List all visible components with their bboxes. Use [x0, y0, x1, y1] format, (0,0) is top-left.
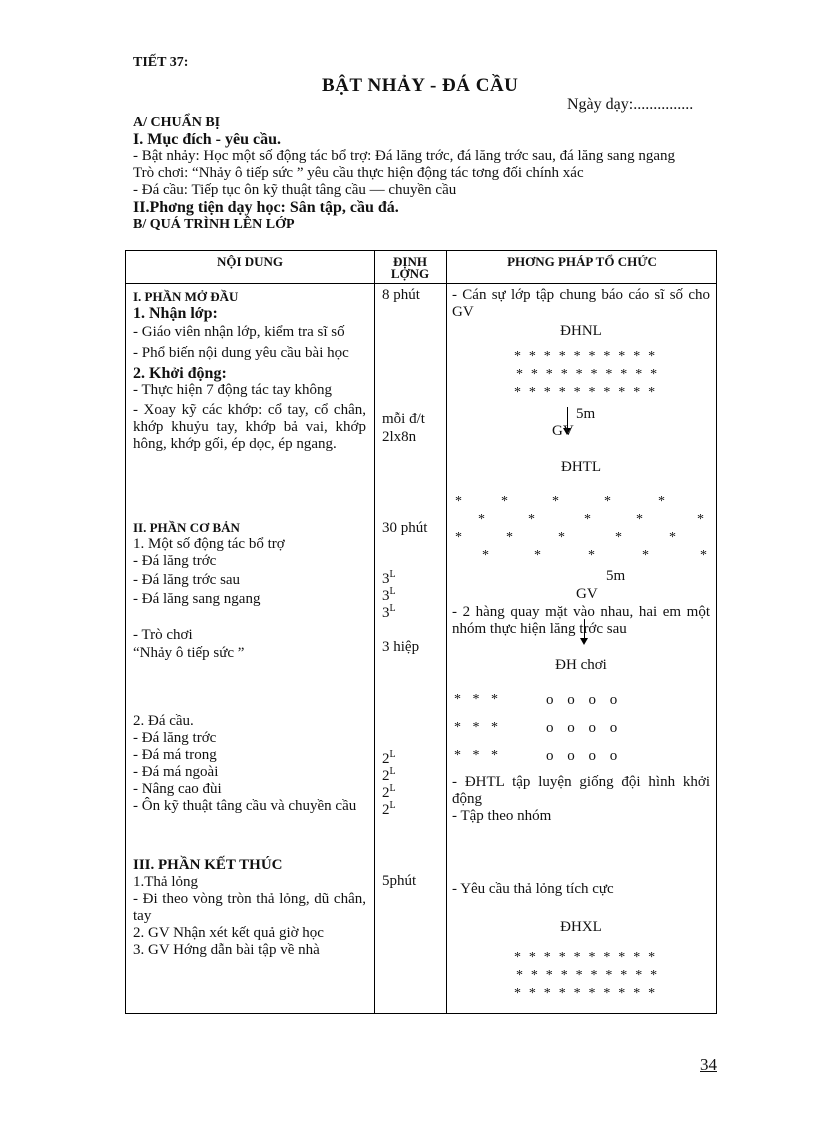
star-mark: * [615, 530, 622, 545]
method-text: - Tập theo nhóm [452, 808, 552, 824]
star-mark: * [534, 548, 541, 563]
section-b-heading: B/ QUÁ TRÌNH LÊN LỚP [133, 217, 295, 232]
goal-jumping: - Bật nhảy: Học một số động tác bổ trợ: Đá lăng trớc, đá lăng trớc sau, đá lăng sang ngang [133, 148, 675, 164]
star-mark: * [700, 548, 707, 563]
method-part-3 [452, 881, 710, 898]
teacher-label: GV [552, 423, 574, 439]
content-part-3 [133, 857, 366, 959]
list-item: - Đá lăng sang ngang [133, 591, 261, 607]
method-shuttlecock [452, 774, 710, 825]
game-ring-row: o o o o [546, 692, 618, 708]
list-item: - Ôn kỹ thuật tâng cầu và chuyền cầu [133, 798, 357, 814]
star-mark: * [455, 494, 462, 509]
list-item: - Đi theo vòng tròn thả lỏng, dũ chân, tay [133, 891, 366, 924]
goal-game: Trò chơi: “Nhảy ô tiếp sức ” yêu cầu thực hiện động tác tơng đối chính xác [133, 165, 584, 181]
list-item: 1.Thả lỏng [133, 874, 198, 890]
star-mark: * [528, 512, 535, 527]
star-mark: * [478, 512, 485, 527]
lesson-label: TIẾT 37: [133, 55, 189, 70]
equipment-heading: II.Phơng tiện dạy học: Sân tập, cầu đá. [133, 199, 399, 216]
star-mark: * [482, 548, 489, 563]
list-item: - Xoay kỹ các khớp: cổ tay, cổ chân, khớp khuỷu tay, khớp bả vai, khớp hông, khớp gối, ép dọc, ép ngang. [133, 402, 366, 452]
part-2-sub-2: 2. Đá cầu. [133, 713, 194, 729]
star-row: * * * * * * * * * * [514, 349, 658, 364]
star-row: * * * * * * * * * * [516, 367, 660, 382]
star-mark: * [588, 548, 595, 563]
method-part-2 [452, 604, 710, 638]
star-mark: * [636, 512, 643, 527]
dose-warmup-1: mỗi đ/t [382, 411, 425, 427]
goal-shuttlecock: - Đá cầu: Tiếp tục ôn kỹ thuật tâng cầu — chuyền cầu [133, 182, 457, 198]
teacher-label: GV [576, 586, 598, 602]
list-item: - Nâng cao đùi [133, 781, 222, 797]
list-item: “Nhảy ô tiếp sức ” [133, 645, 245, 661]
list-item: - Trò chơi [133, 627, 193, 643]
preparation-section [133, 114, 723, 233]
dose-drill: $3^L$ [382, 586, 396, 604]
star-row: * * * * * * * * * * [514, 385, 658, 400]
game-star-row: * * * [454, 720, 502, 735]
star-mark: * [669, 530, 676, 545]
method-text: - 2 hàng quay mặt vào nhau, hai em một nhóm thực hiện lăng trớc sau [452, 604, 710, 637]
game-ring-row: o o o o [546, 720, 618, 736]
star-row: * * * * * * * * * * [516, 968, 660, 983]
dose-part-3: 5phút [382, 873, 417, 889]
list-item: - Giáo viên nhận lớp, kiểm tra sĩ số [133, 324, 345, 340]
content-shuttlecock [133, 713, 366, 815]
header-content: NỘI DUNG [216, 254, 284, 269]
star-mark: * [604, 494, 611, 509]
dose-game: 3 hiệp [382, 639, 420, 655]
dose-kick: $2^L$ [382, 766, 396, 784]
header-dose: ĐỊNH LỢNG [390, 254, 430, 281]
part-2-title: II. PHẦN CƠ BẢN [133, 520, 240, 535]
list-item: - Đá má trong [133, 747, 217, 763]
goal-heading: I. Mục đích - yêu cầu. [133, 131, 281, 148]
list-item: - Phổ biến nội dung yêu cầu bài học [133, 345, 349, 361]
part-2-sub-1: 1. Một số động tác bổ trợ [133, 536, 285, 552]
list-item: - Đá lăng trớc [133, 553, 217, 569]
game-star-row: * * * [454, 748, 502, 763]
list-item: - Đá má ngoài [133, 764, 219, 780]
header-method: PHƠNG PHÁP TỔ CHỨC [507, 254, 657, 269]
dose-part-1: 8 phút [382, 287, 420, 303]
dose-drill: $3^L$ [382, 603, 396, 621]
list-item: 3. GV Hớng dẫn bài tập về nhà [133, 942, 320, 958]
section-a-heading: A/ CHUẨN BỊ [133, 115, 221, 130]
dose-warmup-2: 2lx8n [382, 429, 417, 445]
header-divider [126, 283, 716, 284]
dose-kick: $2^L$ [382, 749, 396, 767]
content-part-2 [133, 519, 366, 662]
teaching-date: Ngày dạy:............... [567, 96, 694, 113]
formation-label: ĐH chơi [555, 657, 607, 673]
list-item: 2. GV Nhận xét kết quả giờ học [133, 925, 324, 941]
star-mark: * [658, 494, 665, 509]
star-mark: * [455, 530, 462, 545]
dose-kick: $2^L$ [382, 800, 396, 818]
star-mark: * [584, 512, 591, 527]
method-text: - ĐHTL tập luyện giống đội hình khởi động [452, 774, 710, 807]
content-part-1 [133, 288, 366, 453]
part-3-title: III. PHẦN KẾT THÚC [133, 857, 283, 873]
star-mark: * [642, 548, 649, 563]
column-divider [446, 251, 447, 1013]
arrow-line [584, 619, 585, 639]
lesson-plan-table [125, 250, 717, 1014]
page-title: BẬT NHẢY - ĐÁ CẦU [322, 75, 519, 96]
game-star-row: * * * [454, 692, 502, 707]
list-item: - Thực hiện 7 động tác tay không [133, 382, 333, 398]
formation-label: ĐHNL [560, 323, 602, 339]
distance-label: 5m [606, 568, 626, 584]
method-text: - Yêu cầu thả lỏng tích cực [452, 881, 614, 897]
method-part-1 [452, 287, 710, 321]
part-1-title: I. PHẦN MỞ ĐẦU [133, 289, 239, 304]
star-mark: * [501, 494, 508, 509]
star-mark: * [697, 512, 704, 527]
dose-drill: $3^L$ [382, 569, 396, 587]
arrow-down-icon [580, 638, 588, 645]
game-ring-row: o o o o [546, 748, 618, 764]
star-row: * * * * * * * * * * [514, 986, 658, 1001]
formation-label: ĐHXL [560, 919, 602, 935]
formation-label: ĐHTL [561, 459, 601, 475]
star-mark: * [506, 530, 513, 545]
list-item: - Đá lăng trớc [133, 730, 217, 746]
part-1-sub-2: 2. Khởi động: [133, 365, 227, 382]
column-divider [374, 251, 375, 1013]
page-number: 34 [700, 1055, 717, 1074]
star-mark: * [558, 530, 565, 545]
method-text: - Cán sự lớp tập chung báo cáo sĩ số cho GV [452, 287, 710, 320]
list-item: - Đá lăng trớc sau [133, 572, 241, 588]
distance-label: 5m [576, 406, 596, 422]
star-row: * * * * * * * * * * [514, 950, 658, 965]
dose-part-2: 30 phút [382, 520, 428, 536]
dose-kick: $2^L$ [382, 783, 396, 801]
star-mark: * [552, 494, 559, 509]
part-1-sub-1: 1. Nhận lớp: [133, 305, 218, 322]
